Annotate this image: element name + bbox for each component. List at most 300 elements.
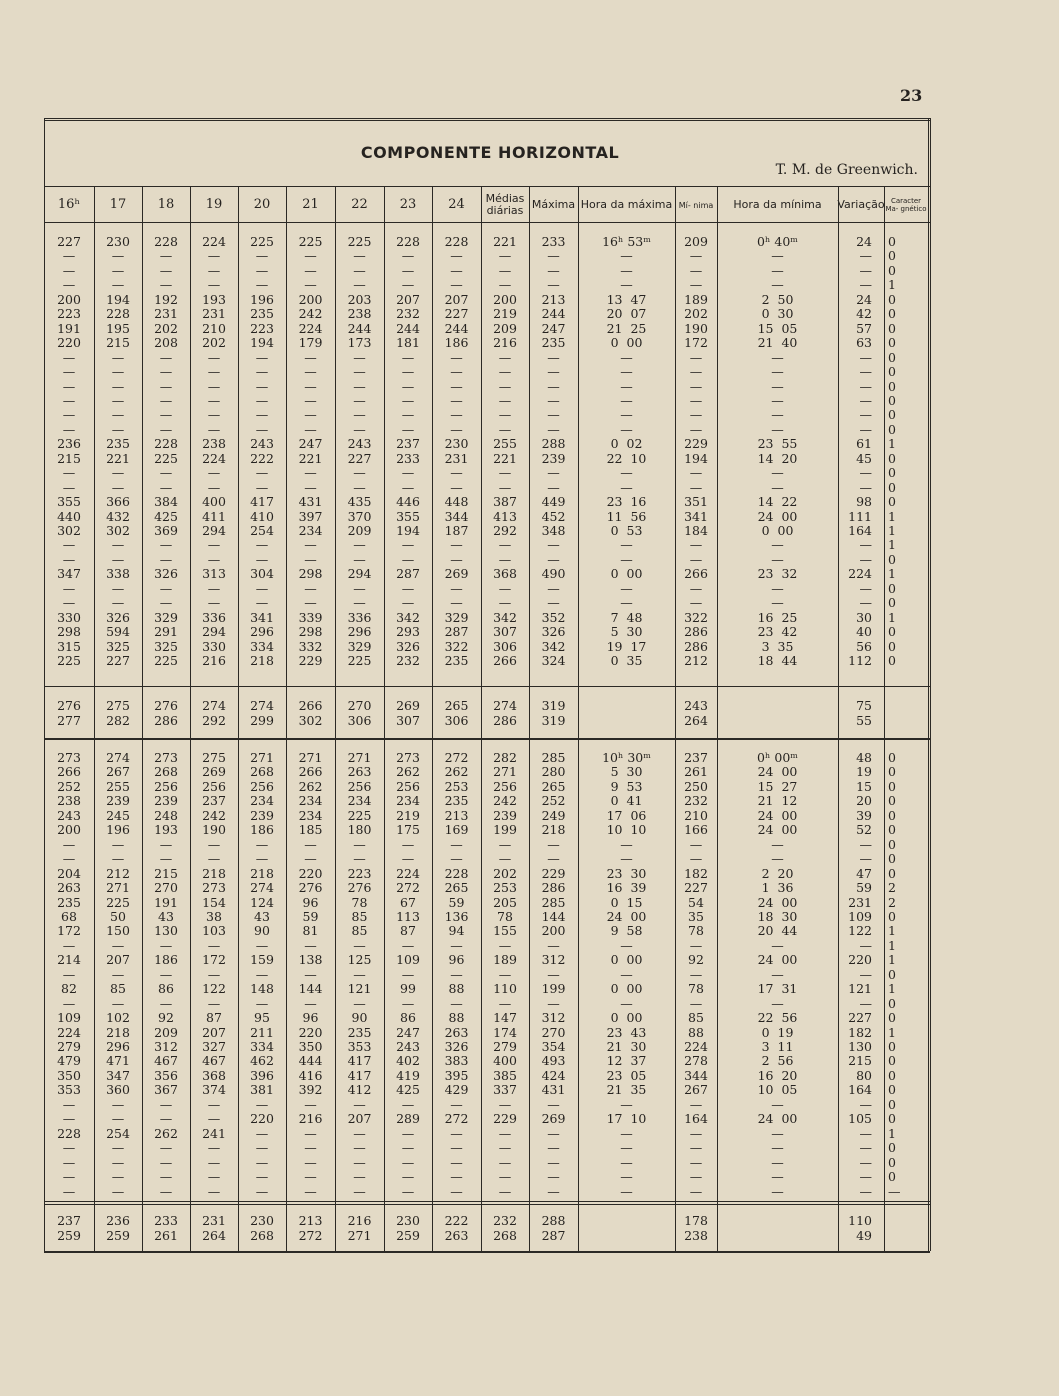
table-cell: — [159,595,173,611]
table-cell: — [401,392,415,408]
table-cell: — [498,349,512,365]
table-cell: — [353,378,366,394]
table-cell: 24 00 [606,908,647,924]
table-cell: 42 [856,306,872,322]
table-cell: 369 [154,523,178,538]
table-cell: 285 [541,894,566,910]
table-cell: 98 [856,494,872,510]
table-row [0,1098,1059,1112]
table-cell: 419 [396,1067,420,1083]
table-cell: 237 [57,1213,81,1228]
table-cell: — [159,1111,173,1127]
table-cell: — [255,551,269,567]
table-cell: 344 [684,1067,708,1083]
table-cell: 0 [888,364,896,380]
table-cell: — [159,1183,173,1199]
table-cell: 332 [298,638,323,654]
table-cell: 452 [541,508,566,524]
table-cell: — [353,1154,366,1170]
table-cell: 265 [541,778,566,794]
table-cell: — [689,262,703,278]
table-cell: 224 [848,566,872,582]
table-cell: 9 53 [610,778,643,794]
table-cell: 88 [688,1024,704,1040]
table-cell: 282 [106,712,130,728]
table-cell: 57 [856,320,872,336]
table-cell: 254 [250,523,274,538]
table-cell: 2 [888,894,896,910]
table-cell: — [689,1140,703,1156]
table-cell: 325 [154,638,178,654]
table-cell: 247 [541,320,566,336]
table-cell: 87 [206,1010,222,1026]
table-cell: 294 [202,624,226,640]
table-cell: 278 [684,1053,708,1069]
table-cell: — [62,1140,76,1156]
table-cell: 0 00 [610,566,643,582]
table-cell: — [111,836,125,852]
table-cell: 16 39 [606,880,647,896]
table-cell [717,714,838,728]
table-cell: 255 [493,436,517,452]
table-cell: — [111,1183,125,1199]
table-cell: — [62,277,76,293]
table-cell: — [159,248,173,264]
table-cell: 325 [106,638,130,654]
table-cell: 229 [298,653,323,669]
table-cell: — [159,937,173,953]
table-cell: — [304,1096,317,1112]
table-cell: 235 [444,793,469,809]
table-cell: — [620,349,633,365]
table-cell: 207 [202,1024,226,1040]
table-cell: 40 [856,624,872,640]
table-cell: — [62,1169,76,1185]
table-cell: 229 [684,436,708,452]
table-cell: 231 [848,894,872,910]
table-cell: 221 [493,450,517,466]
table-row [0,924,1059,938]
table-cell: 9 58 [610,923,643,939]
table-cell: 274 [250,698,274,713]
table-cell: 92 [688,952,704,968]
table-cell: — [304,262,317,278]
table-cell: 263 [444,1227,469,1243]
table-cell: — [498,407,512,423]
table-cell: 200 [541,923,566,939]
table-cell: 0 00 [610,952,643,968]
table-cell: — [207,851,221,867]
table-cell: 227 [684,880,708,896]
table-cell: 144 [298,981,323,997]
table-cell: — [353,995,366,1011]
table-cell: 244 [444,320,469,336]
table-cell: 273 [202,880,226,896]
table-cell: 14 22 [757,494,798,510]
table-cell: 0 [888,822,896,838]
table-cell: 312 [541,952,566,968]
row-separator-line [44,1201,930,1202]
table-cell: 213 [298,1213,323,1228]
table-cell: 223 [347,865,372,881]
table-subtitle: T. M. de Greenwich. [775,162,918,178]
table-cell [888,699,928,713]
table-cell: 1 [888,508,896,524]
table-cell: 220 [848,952,872,968]
table-cell: 242 [493,793,517,809]
table-cell: — [353,937,366,953]
table-cell: — [62,1096,76,1112]
table-cell: — [547,1154,560,1170]
table-cell: — [111,392,125,408]
table-row [0,968,1059,982]
table-row [0,982,1059,996]
table-cell: — [353,262,366,278]
table-cell: 232 [396,653,420,669]
table-cell: 232 [396,306,420,322]
table-cell: 225 [154,450,178,466]
table-cell: 50 [110,908,126,924]
table-cell: 286 [541,880,566,896]
table-row [0,452,1059,466]
table-top-border [44,118,930,121]
table-cell: — [353,551,366,567]
table-cell: — [304,995,317,1011]
table-cell [888,714,928,728]
table-cell: — [771,937,784,953]
table-cell: 63 [856,335,872,351]
table-cell: — [859,392,872,408]
table-cell: 5 30 [610,764,643,780]
table-cell: — [498,1169,512,1185]
table-cell: 239 [541,450,566,466]
table-row [0,524,1059,538]
table-cell: 262 [154,1125,178,1141]
table-row [0,322,1059,336]
table-cell: 446 [396,494,420,510]
table-cell: 352 [541,609,566,625]
table-row [0,394,1059,408]
table-row [0,1229,1059,1243]
table-cell: 252 [57,778,81,794]
table-cell: — [547,349,560,365]
table-cell: — [771,364,784,380]
table-cell: — [859,349,872,365]
table-cell: — [547,364,560,380]
table-cell: 355 [57,494,81,510]
table-cell: 299 [250,712,274,728]
table-cell: 342 [541,638,566,654]
table-cell: — [159,392,173,408]
table-cell: — [353,407,366,423]
table-cell: 191 [154,894,178,910]
table-cell: — [498,937,512,953]
table-cell: 336 [347,609,372,625]
table-cell: — [498,1125,512,1141]
table-cell: — [304,277,317,293]
table-cell: — [62,1183,76,1199]
table-cell: 12 37 [606,1053,647,1069]
table-cell: 273 [57,750,81,765]
table-cell: — [401,851,415,867]
table-cell: — [689,378,703,394]
table-cell: 292 [493,523,517,538]
table-row [0,939,1059,953]
table-cell: 424 [541,1067,566,1083]
table-cell: 413 [493,508,517,524]
table-cell: — [401,1169,415,1185]
table-cell: 80 [856,1067,872,1083]
table-cell: — [498,551,512,567]
table-cell: 122 [202,981,226,997]
table-cell: 243 [57,807,81,823]
table-cell: 0 [888,291,896,307]
table-cell: — [255,851,269,867]
table-cell: 432 [106,508,130,524]
table-cell: 431 [541,1082,566,1098]
table-cell: — [547,392,560,408]
table-cell: 286 [493,712,517,728]
table-cell: 1 [888,277,896,293]
table-cell: — [859,551,872,567]
table-row [0,264,1059,278]
table-cell: 228 [57,1125,81,1141]
table-cell: — [689,836,703,852]
table-row [0,625,1059,639]
table-cell: 224 [202,450,226,466]
table-cell: — [255,580,269,596]
table-cell: — [207,836,221,852]
table-cell: — [353,1125,366,1141]
table-cell: 86 [400,1010,416,1026]
table-cell: — [207,995,221,1011]
table-cell: — [859,1140,872,1156]
table-cell: 3 11 [761,1039,794,1054]
table-cell: — [353,851,366,867]
table-cell: 0 35 [610,653,643,669]
table-cell: 0 [888,1154,896,1170]
table-cell: — [353,1140,366,1156]
table-cell: 221 [298,450,323,466]
table-cell: — [353,1183,366,1199]
table-row [0,1083,1059,1097]
table-cell: — [547,421,560,437]
table-cell: — [304,1140,317,1156]
table-cell: — [450,1140,463,1156]
table-cell: 234 [298,807,323,823]
table-cell [578,714,675,728]
table-cell: 462 [250,1053,274,1069]
table-cell: 416 [298,1067,323,1083]
table-cell: — [771,580,784,596]
table-cell: — [159,537,173,553]
table-cell: 0 [888,1111,896,1127]
table-cell: 490 [541,566,566,582]
table-cell: — [498,595,512,611]
table-cell: 204 [57,865,81,881]
table-cell: 99 [400,981,416,997]
table-cell: 256 [250,778,274,794]
table-cell: 228 [444,865,469,881]
table-cell: — [111,995,125,1011]
table-cell: 276 [298,880,323,896]
table-cell: — [620,378,633,394]
table-cell: — [159,277,173,293]
table-cell: 269 [396,698,420,713]
table-cell: — [859,595,872,611]
table-cell: 1 [888,1024,896,1040]
table-cell: 207 [106,952,130,968]
table-cell: — [689,248,703,264]
table-cell: 259 [57,1227,81,1243]
table-cell: — [401,580,415,596]
table-cell: 244 [396,320,420,336]
column-header: 16ʰ [57,197,81,212]
table-cell: 225 [57,653,81,669]
table-cell: — [689,465,703,481]
table-cell: — [353,537,366,553]
table-cell: — [62,995,76,1011]
table-cell: — [498,364,512,380]
table-cell: 0 [888,1053,896,1069]
table-cell: — [207,392,221,408]
table-cell [578,1229,675,1243]
table-cell: 280 [541,764,566,780]
table-cell: 425 [154,508,178,524]
table-cell: 265 [444,880,469,896]
table-cell: 200 [493,291,517,307]
table-cell: — [620,851,633,867]
table-cell: — [304,580,317,596]
table-cell: 2 56 [761,1053,794,1069]
table-cell: 384 [154,494,178,510]
table-cell: — [62,421,76,437]
column-header: 24 [448,197,465,212]
table-cell: — [450,248,463,264]
table-cell: 0 [888,421,896,437]
table-cell: — [498,479,512,495]
table-cell: 266 [684,566,708,582]
table-cell: 330 [202,638,226,654]
table-cell: 111 [848,508,872,524]
table-cell: 493 [541,1053,566,1069]
table-cell: — [450,851,463,867]
table-cell: 271 [250,750,274,765]
table-cell: 440 [57,508,81,524]
table-cell: 130 [154,923,178,939]
table-cell: — [771,595,784,611]
table-cell: 95 [254,1010,270,1026]
table-cell: 230 [444,436,469,452]
table-cell: — [450,995,463,1011]
table-cell: — [547,966,560,982]
table-cell: 85 [110,981,126,997]
page-number: 23 [900,86,923,105]
table-cell: — [62,392,76,408]
table-cell: — [159,1140,173,1156]
table-cell: 235 [444,653,469,669]
table-cell: 19 [856,764,872,780]
table-cell: 216 [298,1111,323,1127]
table-cell: 279 [493,1039,517,1054]
table-row [0,336,1059,350]
table-cell: 350 [57,1067,81,1083]
table-cell: 181 [396,335,420,351]
table-cell: 144 [541,908,566,924]
table-cell: 194 [250,335,274,351]
table-cell: — [859,937,872,953]
table-cell: — [62,1154,76,1170]
table-cell: — [859,580,872,596]
table-cell: 306 [347,712,372,728]
table-cell: 329 [347,638,372,654]
table-cell: — [401,465,415,481]
table-cell: 1 [888,566,896,582]
table-row [0,852,1059,866]
table-cell: — [771,262,784,278]
table-cell: 154 [202,894,226,910]
table-row [0,953,1059,967]
table-cell: — [255,277,269,293]
table-cell: 18 30 [757,908,798,924]
table-cell: — [353,1169,366,1185]
table-cell: — [255,966,269,982]
table-cell: 202 [202,335,226,351]
table-cell: 312 [541,1010,566,1026]
table-cell: 392 [298,1082,323,1098]
table-cell: 397 [298,508,323,524]
column-header: 18 [157,197,175,212]
table-cell: 96 [302,1010,319,1026]
table-cell: 130 [848,1039,872,1054]
table-cell: 164 [684,1111,708,1127]
table-cell: 190 [684,320,708,336]
table-cell: 96 [448,952,465,968]
table-cell: — [255,479,269,495]
table-cell: 235 [106,436,130,452]
table-cell: 2 50 [761,291,794,307]
table-cell: — [401,364,415,380]
table-cell: 269 [444,566,469,582]
table-cell: — [111,349,125,365]
table-cell: 354 [541,1039,566,1054]
table-cell: — [111,421,125,437]
table-cell: 0 [888,624,896,640]
table-cell: 275 [106,698,130,713]
table-cell: 241 [202,1125,226,1141]
table-cell: — [450,551,463,567]
table-cell: 248 [154,807,178,823]
table-row [0,423,1059,437]
table-cell: 266 [493,653,517,669]
table-cell: 0 02 [610,436,643,452]
table-cell: — [401,262,415,278]
table-cell: — [353,421,366,437]
column-header: 17 [109,197,127,212]
table-cell: 230 [396,1213,420,1228]
table-cell: 23 16 [606,494,647,510]
table-cell: 17 10 [606,1111,647,1127]
table-cell: 150 [106,923,130,939]
table-cell: — [304,392,317,408]
table-cell: 215 [848,1053,872,1069]
table-cell: — [304,1169,317,1185]
table-cell: — [498,421,512,437]
table-cell: 109 [57,1010,81,1026]
table-cell: 207 [444,291,469,307]
table-cell: — [547,1096,560,1112]
table-cell: 78 [497,908,513,924]
